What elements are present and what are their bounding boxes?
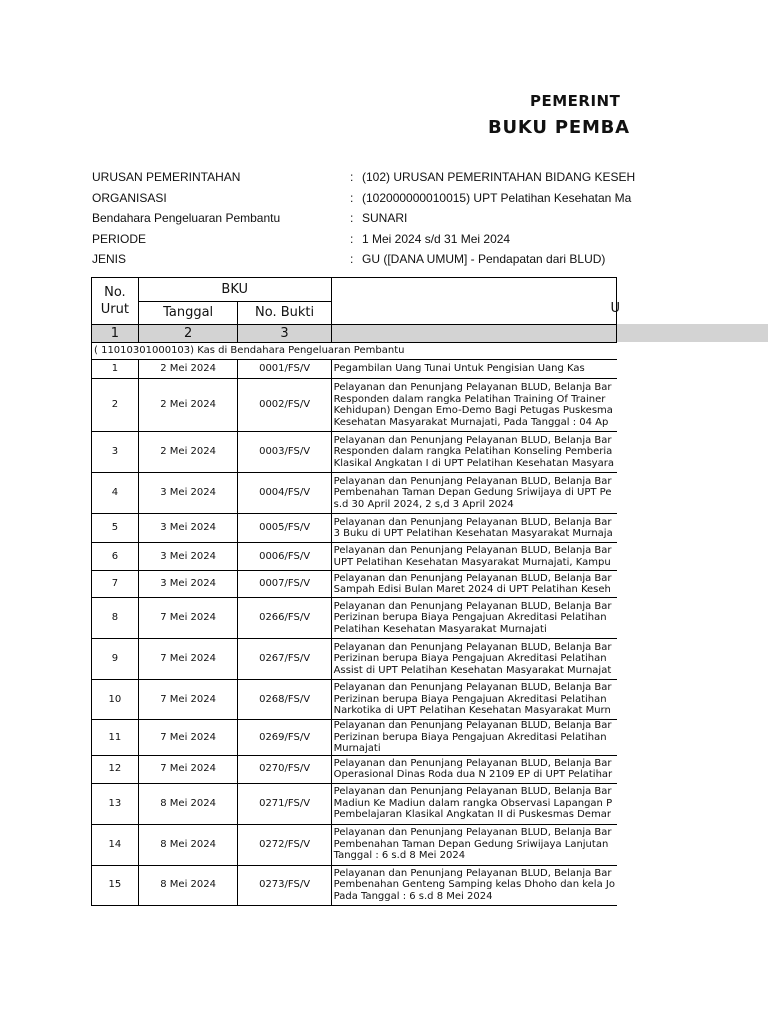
row-tanggal: 8 Mei 2024 — [138, 783, 238, 824]
row-no-bukti: 0272/FS/V — [238, 824, 331, 865]
info-value: (102000000010015) UPT Pelatihan Kesehatan Ma — [362, 191, 632, 205]
column-number-row-extension — [617, 324, 768, 342]
row-no: 3 — [92, 432, 139, 473]
header-no-bukti: No. Bukti — [238, 302, 331, 325]
info-label: PERIODE — [92, 232, 147, 246]
row-no: 14 — [92, 824, 139, 865]
row-uraian: Pelayanan dan Penunjang Pelayanan BLUD, Belanja Bar Pembenahan Genteng Samping kelas Dhoho dan kela Jo Pada Tanggal : 6 s.d 8 Mei 2024 — [331, 865, 616, 905]
table-row — [92, 432, 617, 473]
col-number-1: 1 — [92, 325, 139, 343]
info-value: 1 Mei 2024 s/d 31 Mei 2024 — [362, 232, 511, 246]
kas-account-label: ( 11010301000103) Kas di Bendahara Pengeluaran Pembantu — [92, 343, 617, 360]
row-tanggal: 7 Mei 2024 — [138, 639, 238, 680]
row-uraian: Pelayanan dan Penunjang Pelayanan BLUD, Belanja Bar Madiun Ke Madiun dalam rangka Observasi Lapangan P Pembelajaran Klasikal Angkatan II di Puskesmas Demar — [331, 783, 616, 824]
info-value: (102) URUSAN PEMERINTAHAN BIDANG KESEH — [362, 170, 636, 184]
row-uraian: Pelayanan dan Penunjang Pelayanan BLUD, Belanja Bar Perizinan berupa Biaya Pengajuan Akreditasi Pelatihan Narkotika di UPT Pelatihan Kesehatan Masyarakat Murn — [331, 680, 616, 720]
row-no-bukti: 0268/FS/V — [238, 680, 331, 720]
row-no: 13 — [92, 783, 139, 824]
info-value: SUNARI — [362, 211, 408, 225]
header-uraian-text: U — [610, 301, 620, 317]
row-tanggal: 7 Mei 2024 — [138, 680, 238, 720]
table-row — [92, 824, 617, 865]
row-no-bukti: 0007/FS/V — [238, 571, 331, 598]
page-title-line-1: PEMERINT — [530, 92, 621, 110]
table-row — [92, 360, 617, 379]
header-tanggal: Tanggal — [138, 302, 238, 325]
row-uraian: Pelayanan dan Penunjang Pelayanan BLUD, Belanja Bar Perizinan berupa Biaya Pengajuan Akreditasi Pelatihan Pelatihan Kesehatan Masyarakat Murnajati — [331, 598, 616, 639]
row-uraian: Pelayanan dan Penunjang Pelayanan BLUD, Belanja Bar Responden dalam rangka Pelatihan Training Of Trainer Kehidupan) Dengan Emo-Demo Bagi Petugas Puskesma Kesehatan Masyarakat Murnajati, Pada Tanggal : 04 Ap — [331, 379, 616, 432]
info-colon: : — [350, 170, 354, 184]
row-tanggal: 7 Mei 2024 — [138, 598, 238, 639]
row-no-bukti: 0001/FS/V — [238, 360, 331, 379]
row-no-bukti: 0002/FS/V — [238, 379, 331, 432]
row-uraian: Pelayanan dan Penunjang Pelayanan BLUD, Belanja Bar Operasional Dinas Roda dua N 2109 EP di UPT Pelatihar — [331, 755, 616, 783]
info-colon: : — [350, 232, 354, 246]
table-row — [92, 571, 617, 598]
info-label: JENIS — [92, 252, 127, 266]
row-no: 12 — [92, 755, 139, 783]
row-tanggal: 3 Mei 2024 — [138, 473, 238, 514]
row-no-bukti: 0003/FS/V — [238, 432, 331, 473]
row-tanggal: 2 Mei 2024 — [138, 432, 238, 473]
row-no-bukti: 0004/FS/V — [238, 473, 331, 514]
row-no-bukti: 0267/FS/V — [238, 639, 331, 680]
row-tanggal: 3 Mei 2024 — [138, 571, 238, 598]
header-uraian — [331, 278, 620, 325]
row-uraian: Pelayanan dan Penunjang Pelayanan BLUD, Belanja Bar Sampah Edisi Bulan Maret 2024 di UPT Pelatihan Keseh — [331, 571, 616, 598]
row-uraian: Pelayanan dan Penunjang Pelayanan BLUD, Belanja Bar Pembenahan Taman Depan Gedung Sriwijaya Lanjutan Tanggal : 6 s.d 8 Mei 2024 — [331, 824, 616, 865]
row-tanggal: 7 Mei 2024 — [138, 755, 238, 783]
table-row — [92, 639, 617, 680]
row-no: 6 — [92, 543, 139, 571]
page-title-line-2: BUKU PEMBA — [488, 117, 630, 138]
row-no: 11 — [92, 720, 139, 756]
row-tanggal: 3 Mei 2024 — [138, 514, 238, 543]
info-colon: : — [350, 211, 354, 225]
row-no-bukti: 0006/FS/V — [238, 543, 331, 571]
row-uraian: Pelayanan dan Penunjang Pelayanan BLUD, Belanja Bar Perizinan berupa Biaya Pengajuan Akreditasi Pelatihan Assist di UPT Pelatihan Kesehatan Masyarakat Murnajat — [331, 639, 616, 680]
table-row — [92, 598, 617, 639]
table-row — [92, 680, 617, 720]
info-label: Bendahara Pengeluaran Pembantu — [92, 211, 281, 225]
row-uraian: Pegambilan Uang Tunai Untuk Pengisian Uang Kas — [331, 360, 616, 379]
row-uraian: Pelayanan dan Penunjang Pelayanan BLUD, Belanja Bar UPT Pelatihan Kesehatan Masyarakat Murnajati, Kampu — [331, 543, 616, 571]
row-no-bukti: 0270/FS/V — [238, 755, 331, 783]
row-uraian: Pelayanan dan Penunjang Pelayanan BLUD, Belanja Bar Responden dalam rangka Pelatihan Konseling Pemberia Klasikal Angkatan I di UPT Pelatihan Kesehatan Masyara — [331, 432, 616, 473]
table-row — [92, 865, 617, 905]
table-row — [92, 720, 617, 756]
bku-table — [91, 277, 620, 906]
info-value: GU ([DANA UMUM] - Pendapatan dari BLUD) — [362, 252, 606, 266]
row-no-bukti: 0266/FS/V — [238, 598, 331, 639]
info-label: ORGANISASI — [92, 191, 167, 205]
row-uraian: Pelayanan dan Penunjang Pelayanan BLUD, Belanja Bar Perizinan berupa Biaya Pengajuan Akreditasi Pelatihan Murnajati — [331, 720, 616, 756]
row-tanggal: 3 Mei 2024 — [138, 543, 238, 571]
row-tanggal: 8 Mei 2024 — [138, 824, 238, 865]
row-no: 10 — [92, 680, 139, 720]
table-row — [92, 783, 617, 824]
row-no: 5 — [92, 514, 139, 543]
col-number-2: 2 — [138, 325, 238, 343]
table-row — [92, 473, 617, 514]
row-no: 4 — [92, 473, 139, 514]
header-bku: BKU — [138, 278, 331, 302]
row-no: 8 — [92, 598, 139, 639]
col-number-3: 3 — [238, 325, 331, 343]
row-no: 1 — [92, 360, 139, 379]
info-label: URUSAN PEMERINTAHAN — [92, 170, 241, 184]
row-no: 15 — [92, 865, 139, 905]
row-no-bukti: 0273/FS/V — [238, 865, 331, 905]
table-row — [92, 755, 617, 783]
info-colon: : — [350, 252, 354, 266]
table-row — [92, 543, 617, 571]
row-tanggal: 7 Mei 2024 — [138, 720, 238, 756]
info-colon: : — [350, 191, 354, 205]
row-tanggal: 2 Mei 2024 — [138, 360, 238, 379]
row-no-bukti: 0269/FS/V — [238, 720, 331, 756]
row-no: 7 — [92, 571, 139, 598]
table-row — [92, 379, 617, 432]
row-no: 2 — [92, 379, 139, 432]
col-number-4 — [331, 325, 616, 343]
row-tanggal: 2 Mei 2024 — [138, 379, 238, 432]
row-no: 9 — [92, 639, 139, 680]
row-uraian: Pelayanan dan Penunjang Pelayanan BLUD, Belanja Bar Pembenahan Taman Depan Gedung Sriwijaya di UPT Pe s.d 30 April 2024, 2 s,d 3 April 2024 — [331, 473, 616, 514]
row-tanggal: 8 Mei 2024 — [138, 865, 238, 905]
row-uraian: Pelayanan dan Penunjang Pelayanan BLUD, Belanja Bar 3 Buku di UPT Pelatihan Kesehatan Masyarakat Murnaja — [331, 514, 616, 543]
row-no-bukti: 0271/FS/V — [238, 783, 331, 824]
row-no-bukti: 0005/FS/V — [238, 514, 331, 543]
table-row — [92, 514, 617, 543]
header-no-urut: No. Urut — [92, 278, 139, 325]
